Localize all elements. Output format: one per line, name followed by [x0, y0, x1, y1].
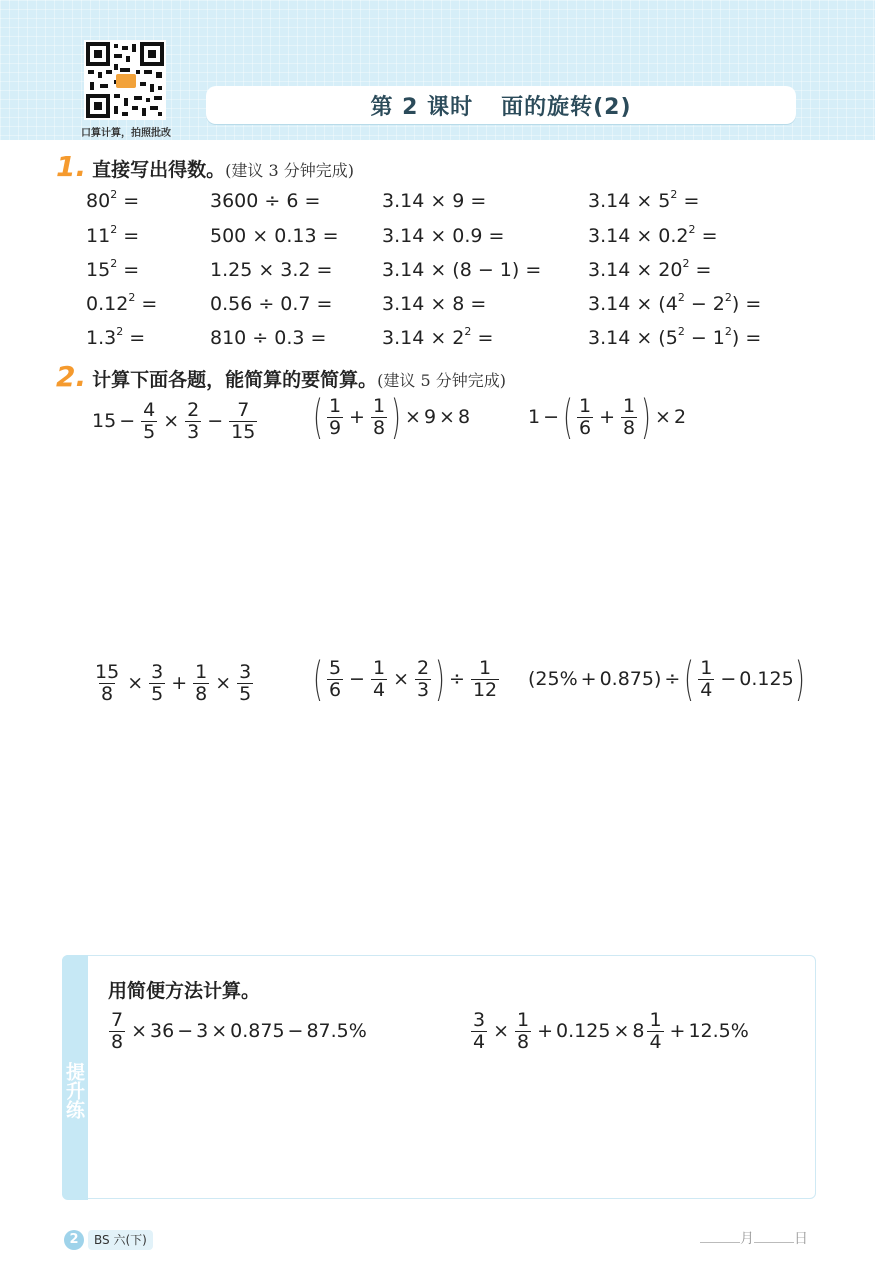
q2-problem-3: 1 − ( $\frac{1}{6}$ + $\frac{1}{8}$ ) × 2 — [528, 390, 687, 444]
q2-problem-4: $\frac{15}{8}$ × $\frac{3}{5}$ + $\frac{1}{8}$ × $\frac{3}{5}$ — [95, 661, 252, 705]
q1-calc-item: $3.14 \times (4^2 - 2^2)$ = — [588, 291, 762, 315]
q1-calc-item: $3.14 \times 20^2$ = — [588, 257, 712, 281]
qr-caption: 口算计算，拍照批改 — [81, 128, 171, 139]
day-label: 日 — [794, 1231, 808, 1247]
q1-title: 直接写出得数。 — [92, 159, 226, 181]
q1-calc-item: $11^2$ = — [86, 223, 140, 247]
q1-calc-item: $0.12^2$ = — [86, 291, 158, 315]
q1-calc-item: 1.25 × 3.2 = — [210, 259, 333, 281]
lesson-topic: 面的旋转(2) — [501, 94, 632, 120]
q1-calc-item: $3.14 \times (5^2 - 1^2)$ = — [588, 325, 762, 349]
q1-heading — [56, 150, 354, 183]
q1-calc-item: 3.14 × 9 = — [382, 190, 487, 212]
q1-calc-item: $3.14 \times 0.2^2$ = — [588, 223, 718, 247]
lesson-title-bar — [206, 86, 796, 124]
q1-calc-item: $80^2$ = — [86, 188, 140, 212]
page-number: 2 — [64, 1230, 84, 1250]
q2-hint: (建议 5 分钟完成) — [377, 371, 506, 390]
q1-calc-item: 0.56 ÷ 0.7 = — [210, 293, 333, 315]
qr-code-icon[interactable] — [84, 40, 166, 120]
q1-calc-item: $15^2$ = — [86, 257, 140, 281]
q1-calc-item: $3.14 \times 2^2$ = — [382, 325, 494, 349]
extension-title: 用简便方法计算。 — [108, 980, 261, 1002]
q1-calc-item: 3.14 × (8 − 1) = — [382, 259, 542, 281]
extension-problem-2: $\frac{3}{4}$ × $\frac{1}{8}$ + 0.125 × 8 $\frac{1}{4}$ + 12.5% — [473, 1009, 749, 1053]
q2-number: 2. — [56, 360, 87, 393]
q1-calc-item: 3.14 × 8 = — [382, 293, 487, 315]
q1-calc-item: 3.14 × 0.9 = — [382, 225, 505, 247]
q1-calc-item: $1.3^2$ = — [86, 325, 146, 349]
q2-problem-1: 15 − $\frac{4}{5}$ × $\frac{2}{3}$ − $\frac{7}{15}$ — [92, 399, 256, 443]
lesson-number: 第 2 课时 — [370, 94, 474, 120]
q2-problem-5: ( $\frac{5}{6}$ − $\frac{1}{4}$ × $\frac{2}{3}$ ) ÷ $\frac{1}{12}$ — [313, 652, 498, 706]
extension-problem-1: $\frac{7}{8}$ × 36 − 3 × 0.875 − 87.5% — [111, 1009, 367, 1053]
q2-problem-2: ( $\frac{1}{9}$ + $\frac{1}{8}$ ) × 9 × 8 — [313, 390, 471, 444]
q1-calc-item: $3.14 \times 5^2$ = — [588, 188, 700, 212]
q1-calc-item: 3600 ÷ 6 = — [210, 190, 321, 212]
q2-heading — [56, 360, 506, 393]
book-label: BS 六(下) — [88, 1230, 153, 1250]
q1-hint: (建议 3 分钟完成) — [225, 161, 354, 180]
extension-side-label: 提升练 — [63, 1061, 85, 1119]
month-label: 月 — [740, 1231, 754, 1247]
date-field[interactable] — [700, 1228, 808, 1248]
q1-number: 1. — [56, 150, 87, 183]
q1-calc-item: 500 × 0.13 = — [210, 225, 339, 247]
q2-title: 计算下面各题，能简算的要简算。 — [92, 369, 378, 391]
q1-calc-item: 810 ÷ 0.3 = — [210, 327, 327, 349]
q2-problem-6: (25% + 0.875) ÷ ( $\frac{1}{4}$ − 0.125 ) — [528, 652, 805, 706]
